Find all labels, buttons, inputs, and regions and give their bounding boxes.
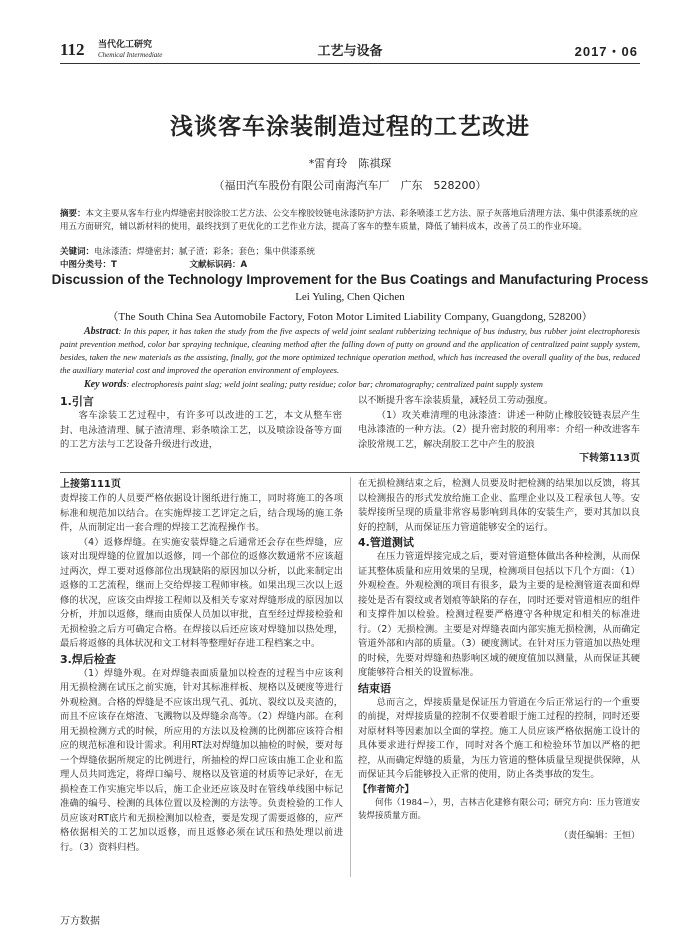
conclusion-heading: 结束语 <box>358 681 391 695</box>
document-code: 文献标识码：A <box>189 260 248 270</box>
page-number: 112 <box>60 40 85 59</box>
section-divider <box>60 472 640 473</box>
author-intro-label: 【作者简介】 <box>358 783 414 795</box>
english-title: Discussion of the Technology Improvement for the Bus Coatings and Manufacturing Process <box>51 272 649 287</box>
intro-right-column <box>358 394 640 467</box>
cn-abstract <box>60 208 640 234</box>
english-abstract-label: Abstract <box>84 326 119 337</box>
body-right-column <box>358 477 640 844</box>
body-left-column <box>60 477 343 855</box>
cn-keywords-text: 电泳漆渣；焊缝密封；腻子渣；彩条；套色；集中供漆系统 <box>94 247 316 257</box>
body-paragraph: 在压力管道焊接完成之后，要对管道整体做出各种检测，从而保证其整体质量和应用效果的呈现，检测项目包括以下几个方面：（1）外观检查。外观检测的项目有很多，最为主要的是检测管道表面和焊接处是否有裂纹或者划痕等缺陷的存在，同时还要对管道相应的组件和支撑件加以检验。检测过程要严格遵守各种规定和相关的标准进行。（2）无损检测。主要是对焊缝表面内部实施无损检测，从而确定管道外部和内部的质量。（3）硬度测试。在针对压力管道加以热处理的时候，先要对焊缝和热影响区域的硬度值加以测量，从而保证其硬度能够符合相关的设置标准。 <box>358 551 640 678</box>
body-paragraph: 在无损检测结束之后，检测人员要及时把检测的结果加以反馈，将其以检测报告的形式发放给施工企业、监理企业以及工程承包人等。安装焊接所呈现的质量非常容易影响到具体的安装生产，要对其加以良好的控制，从而保证压力管道能够安全的运行。 <box>358 478 640 533</box>
body-paragraph: （4）返修焊缝。在实施安装焊缝之后通常还会存在些焊缝，应该对出现焊缝的位置加以返修，同一个部位的返修次数通常不应该超过两次，焊工要对返修部位出现缺陷的原因加以分析，以此来制定出返修的工艺流程，继而上交给焊接工程师审核。如果出现三次以上返修的状况，应该交由焊接工程师以及相关专家对焊缝形成的原因加以分析，并加以返修，继而由质保人员加以审批，直至经过焊接检验和无损检验之后方可确定合格。在焊接以后还应该对焊缝加以热处理，最后将返修的具体状况和文工材料等整理好存进工程档案之中。 <box>60 536 343 649</box>
english-keywords-text: : electrophoresis paint slag; weld joint sealing; putty residue; color bar; chromatography; centralized paint supply system <box>126 379 543 389</box>
section-heading-3: 3.焊后检查 <box>60 652 116 666</box>
section-heading-4: 4.管道测试 <box>358 536 414 549</box>
journal-name-cn: 当代化工研究 <box>98 40 153 50</box>
header-divider <box>60 63 640 64</box>
english-keywords-label: Key words <box>84 379 127 390</box>
journal-name-en: Chemical Intermediate <box>98 51 163 59</box>
cn-classification <box>60 259 640 272</box>
intro-paragraph-continued: 以不断提升客车涂装质量，减轻员工劳动强度。 <box>358 395 554 406</box>
intro-left-column <box>60 394 342 453</box>
intro-paragraph: 客车涂装工艺过程中，有许多可以改进的工艺，本文从整车密封、电泳渣清理、腻子渣清理、彩条喷涂工艺，以及喷涂设备等方面的工艺方法与工艺设备升级进行改进， <box>60 410 342 450</box>
english-abstract <box>60 325 640 377</box>
author-intro: 何伟（1984~），男，吉林吉化建修有限公司；研究方向：压力管道安装焊接质量方面。 <box>358 798 640 821</box>
intro-heading: 1.引言 <box>60 395 94 408</box>
editor-credit: （责任编辑：王恒） <box>558 831 640 841</box>
english-authors: Lei Yuling, Chen Qichen <box>295 291 405 303</box>
article-affiliation: （福田汽车股份有限公司南海汽车厂 广东 528200） <box>213 179 487 192</box>
body-paragraph: 总而言之，焊接质量是保证压力管道在今后正常运行的一个重要的前提，对焊接质量的控制不仅要着眼于施工过程的控制，同时还要对原材料等因素加以全面的掌控。施工人员应该严格依据施工设计的具体要求进行焊接工作，同时对各个施工和检验环节加以严格的把控，从而确定焊缝的质量，为压力管道的整体质量呈现提供保障，从而保证其今后能够投入正常的使用，防止各类事故的发生。 <box>358 696 640 780</box>
english-abstract-text: : In this paper, it has taken the study from the five aspects of weld joint sealant rubberizing technique of bus industry, bus rubber joint electrophoresis paint prevention method, color bar spraying technique, cleaning method after the falling down of putty on ground and the application of centralized paint supply system, besides, taken the new materials as the assisting, finally, got the more optimized technique operation method, which has increased the overall quality of the bus, reduced the auxiliary material cost and improved the operation environment of employees. <box>60 326 640 375</box>
issue-label: 2017・06 <box>574 44 638 59</box>
column-divider <box>350 477 351 877</box>
continued-from-label: 上接第111页 <box>60 479 121 490</box>
database-watermark: 万方数据 <box>60 916 100 927</box>
article-authors: *雷育玲 陈祺琛 <box>308 157 392 170</box>
intro-paragraph-2: （1）攻关难清理的电泳漆渣：讲述一种防止橡胶铰链表层产生电泳漆渣的一种方法。（2）提升密封胶的利用率：介绍一种改进客车涂胶常规工艺，解决刮胶工艺中产生的胶浪 <box>358 409 640 450</box>
cn-abstract-label: 摘要： <box>60 209 86 219</box>
cn-keywords-label: 关键词： <box>60 247 95 257</box>
body-paragraph: 责焊接工作的人员要严格依据设计图纸进行施工，同时将施工的各项标准和规范加以结合。在实施焊接工艺评定之后，结合现场的施工条件，从而制定出一套合理的焊接工艺流程操作书。 <box>60 493 343 533</box>
english-keywords <box>84 379 640 390</box>
cn-abstract-text: 本文主要从客车行业内焊缝密封胶涂胶工艺方法、公交车橡胶铰链电泳漆防护方法、彩条喷漆工艺方法、原子灰落地后清理方法、集中供漆系统的应用五方面研究，辅以新材料的使用，最终找到了更优化的工艺作业方法，提高了客车的整车质量，降低了辅料成本，改善了员工的作业环境。 <box>60 209 639 232</box>
article-title: 浅谈客车涂装制造过程的工艺改进 <box>170 114 530 140</box>
english-affiliation: （The South China Sea Automobile Factory, Foton Motor Limited Liability Company, Guangdong, 528200） <box>107 311 593 323</box>
clc-number: 中图分类号：T <box>60 260 117 270</box>
body-paragraph: （1）焊缝外观。在对焊缝表面质量加以检查的过程当中应该利用无损检测在试压之前实施，针对其标准样板、规格以及硬度等进行外观检测。合格的焊缝是不应该出现气孔、弧坑、裂纹以及夹渣的，而且不应该存在熔渣、飞溅物以及焊缝余高等。（2）焊缝内部。在利用无损检测方式的时候，所应用的方法以及检测的比例都应该符合相应的规范标准和设计需求。利用RT法对焊缝加以抽检的时候，要对每一个焊缝依据所规定的比例进行，所抽检的焊口应该由施工企业和监理人员共同选定，将焊口编号、规格以及管道的材质等记录好，在无损检查工作实施完毕以后，施工企业还应该及时在管线单线图中标记准确的编号、检测的具体位置以及检测的方法等。负责检验的工作人员应该对RT底片和无损检测加以检查，要是发现了需要返修的，应严格依据相关的工艺加以返修，而且返修必须在试压和热处理以前进行。（3）资料归档。 <box>60 667 343 853</box>
section-title: 工艺与设备 <box>317 44 383 59</box>
cn-keywords <box>60 246 640 259</box>
continued-to-label: 下转第113页 <box>579 453 640 464</box>
